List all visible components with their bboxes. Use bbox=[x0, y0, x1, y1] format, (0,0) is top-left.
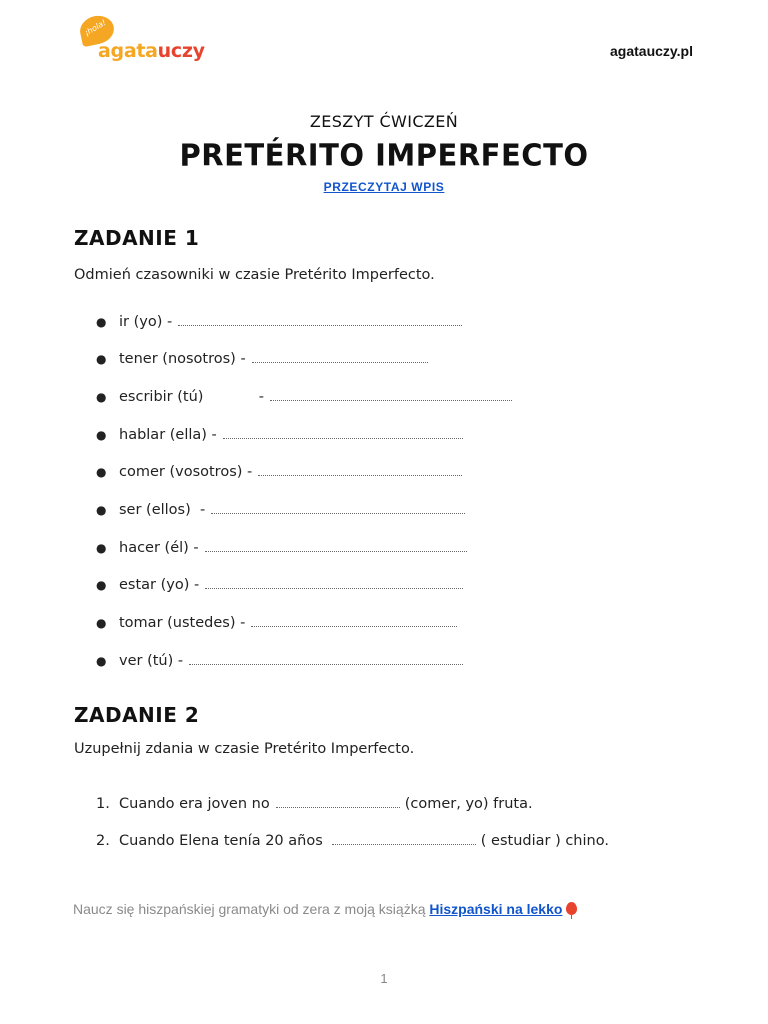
item-number: 1. bbox=[96, 796, 110, 812]
answer-blank[interactable] bbox=[276, 797, 400, 808]
list-item bbox=[96, 615, 457, 631]
answer-blank[interactable] bbox=[189, 654, 463, 665]
answer-blank[interactable] bbox=[252, 352, 428, 363]
document-subtitle: ZESZYT ĆWICZEŃ bbox=[309, 112, 459, 131]
list-item bbox=[96, 833, 609, 849]
bullet-icon: ● bbox=[96, 616, 107, 630]
answer-blank[interactable] bbox=[270, 390, 512, 401]
item-text: comer (vosotros) - bbox=[119, 464, 253, 480]
logo-wordmark-part2: uczy bbox=[157, 40, 205, 62]
list-item bbox=[96, 464, 462, 480]
list-item bbox=[96, 577, 463, 593]
task2-heading: ZADANIE 2 bbox=[74, 703, 200, 727]
list-item bbox=[96, 351, 428, 367]
brand-logo[interactable] bbox=[80, 16, 205, 64]
read-post-link-wrap bbox=[0, 180, 768, 194]
task1-instruction: Odmień czasowniki w czasie Pretérito Imperfecto. bbox=[74, 267, 435, 283]
item-text: ver (tú) - bbox=[119, 653, 184, 669]
page-number: 1 bbox=[380, 971, 388, 986]
item-text: tomar (ustedes) - bbox=[119, 615, 246, 631]
read-post-link[interactable]: PRZECZYTAJ WPIS bbox=[323, 180, 445, 194]
balloon-icon bbox=[566, 902, 577, 915]
answer-blank[interactable] bbox=[223, 428, 463, 439]
item-text: ser (ellos) - bbox=[119, 502, 206, 518]
item-text-before: Cuando era joven no bbox=[119, 796, 270, 812]
item-text: ir (yo) - bbox=[119, 314, 173, 330]
item-text: hacer (él) - bbox=[119, 540, 199, 556]
bullet-icon: ● bbox=[96, 578, 107, 592]
answer-blank[interactable] bbox=[332, 834, 476, 845]
book-promo bbox=[73, 901, 577, 917]
answer-blank[interactable] bbox=[178, 315, 462, 326]
item-number: 2. bbox=[96, 833, 110, 849]
book-link[interactable]: Hiszpański na lekko bbox=[429, 901, 563, 917]
answer-blank[interactable] bbox=[251, 616, 457, 627]
item-text: estar (yo) - bbox=[119, 577, 200, 593]
item-text-after: (comer, yo) fruta. bbox=[404, 796, 533, 812]
answer-blank[interactable] bbox=[258, 465, 462, 476]
answer-blank[interactable] bbox=[205, 541, 467, 552]
item-text: tener (nosotros) - bbox=[119, 351, 246, 367]
bullet-icon: ● bbox=[96, 503, 107, 517]
bullet-icon: ● bbox=[96, 541, 107, 555]
logo-bubble-text: ¡hola! bbox=[82, 18, 108, 38]
list-item bbox=[96, 502, 465, 518]
bullet-icon: ● bbox=[96, 654, 107, 668]
list-item bbox=[96, 653, 463, 669]
list-item bbox=[96, 389, 512, 405]
bullet-icon: ● bbox=[96, 465, 107, 479]
item-text: hablar (ella) - bbox=[119, 427, 217, 443]
task1-heading: ZADANIE 1 bbox=[74, 226, 200, 250]
logo-wordmark bbox=[98, 40, 205, 62]
bullet-icon: ● bbox=[96, 352, 107, 366]
bullet-icon: ● bbox=[96, 390, 107, 404]
task2-instruction: Uzupełnij zdania w czasie Pretérito Imperfecto. bbox=[74, 741, 415, 757]
answer-blank[interactable] bbox=[211, 503, 465, 514]
item-text-after: ( estudiar ) chino. bbox=[480, 833, 609, 849]
list-item bbox=[96, 314, 462, 330]
list-item bbox=[96, 796, 533, 812]
logo-wordmark-part1: agata bbox=[98, 40, 158, 62]
bullet-icon: ● bbox=[96, 315, 107, 329]
item-text-before: Cuando Elena tenía 20 años bbox=[119, 833, 323, 849]
site-url[interactable]: agatauczy.pl bbox=[610, 43, 693, 59]
item-text: escribir (tú) - bbox=[119, 389, 264, 405]
document-title: PRETÉRITO IMPERFECTO bbox=[179, 137, 589, 173]
bullet-icon: ● bbox=[96, 428, 107, 442]
list-item bbox=[96, 540, 467, 556]
answer-blank[interactable] bbox=[205, 578, 463, 589]
book-promo-text: Naucz się hiszpańskiej gramatyki od zera z moją książką bbox=[73, 901, 426, 917]
list-item bbox=[96, 427, 463, 443]
